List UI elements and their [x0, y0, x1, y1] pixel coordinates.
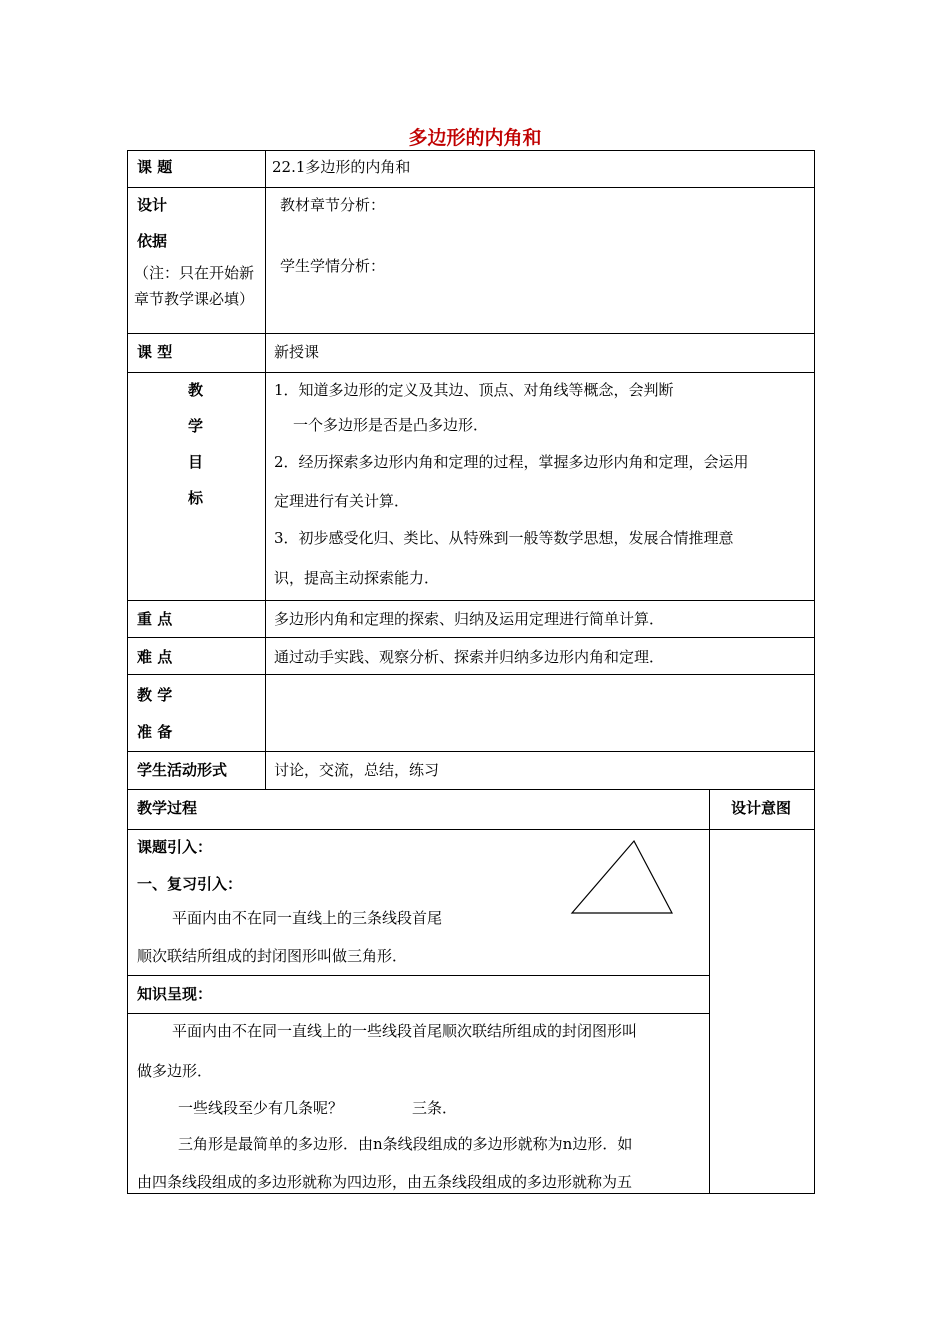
knowledge-line: 做多边形．	[137, 1062, 213, 1080]
table-border-right	[814, 150, 815, 1194]
basis-student-analysis: 学生学情分析：	[280, 257, 386, 275]
knowledge-line: 三角形是最简单的多边形．由n条线段组成的多边形就称为n边形．如	[178, 1135, 633, 1153]
row-divider	[127, 187, 815, 188]
row-divider	[127, 789, 815, 790]
objectives-label-char: 学	[188, 417, 204, 435]
review-line: 顺次联结所组成的封闭图形叫做三角形．	[137, 947, 408, 965]
table-border-left	[127, 150, 128, 1194]
row-divider	[127, 829, 815, 830]
difficult-label: 难 点	[137, 648, 173, 666]
review-line: 平面内由不在同一直线上的三条线段首尾	[172, 909, 443, 927]
knowledge-answer: 三条．	[412, 1099, 458, 1117]
type-label: 课 型	[137, 343, 173, 361]
column-divider	[709, 789, 710, 1194]
basis-label-2: 依据	[137, 232, 168, 250]
row-divider	[127, 751, 815, 752]
row-divider	[127, 372, 815, 373]
key-label: 重 点	[137, 610, 173, 628]
type-value: 新授课	[274, 343, 320, 361]
objectives-label-char: 教	[188, 381, 204, 399]
objectives-label-char: 标	[188, 489, 204, 507]
objective-line: 识，提高主动探索能力．	[274, 569, 440, 587]
row-divider	[127, 674, 815, 675]
process-header: 教学过程	[137, 799, 198, 817]
triangle-shape	[572, 841, 672, 913]
prep-label-1: 教 学	[137, 686, 173, 704]
objective-line: 3．初步感受化归、类比、从特殊到一般等数学思想，发展合情推理意	[274, 529, 734, 547]
column-divider	[265, 150, 266, 790]
document-title: 多边形的内角和	[408, 127, 542, 149]
intro-heading: 课题引入：	[137, 838, 213, 856]
table-border-top	[127, 150, 815, 151]
triangle-figure	[565, 835, 680, 920]
objectives-label-char: 目	[188, 453, 204, 471]
difficult-value: 通过动手实践、观察分析、探索并归纳多边形内角和定理．	[274, 648, 665, 666]
basis-label-1: 设计	[137, 196, 168, 214]
objective-line: 定理进行有关计算．	[274, 492, 410, 510]
objective-line: 1．知道多边形的定义及其边、顶点、对角线等概念，会判断	[274, 381, 674, 399]
knowledge-line: 由四条线段组成的多边形就称为四边形，由五条线段组成的多边形就称为五	[137, 1173, 633, 1191]
knowledge-line: 平面内由不在同一直线上的一些线段首尾顺次联结所组成的封闭图形叫	[172, 1022, 638, 1040]
key-value: 多边形内角和定理的探索、归纳及运用定理进行简单计算．	[274, 610, 665, 628]
row-divider	[127, 637, 815, 638]
objective-line: 一个多边形是否是凸多边形．	[293, 416, 489, 434]
row-divider	[127, 975, 710, 976]
topic-label: 课 题	[137, 158, 173, 176]
objective-line: 2．经历探索多边形内角和定理的过程，掌握多边形内角和定理，会运用	[274, 453, 749, 471]
basis-note: （注：只在开始新章节教学课必填）	[134, 264, 255, 308]
basis-textbook-analysis: 教材章节分析：	[280, 196, 386, 214]
design-intent-header: 设计意图	[731, 799, 792, 817]
knowledge-heading: 知识呈现：	[137, 985, 213, 1003]
row-divider	[127, 1013, 710, 1014]
activity-value: 讨论，交流，总结，练习	[274, 761, 440, 779]
knowledge-question: 一些线段至少有几条呢？	[178, 1099, 344, 1117]
row-divider	[127, 600, 815, 601]
topic-value: 22.1多边形的内角和	[272, 158, 411, 176]
activity-label: 学生活动形式	[137, 761, 228, 779]
prep-label-2: 准 备	[137, 723, 173, 741]
row-divider	[127, 333, 815, 334]
review-heading: 一、复习引入：	[137, 875, 243, 893]
table-border-bottom	[127, 1193, 815, 1194]
